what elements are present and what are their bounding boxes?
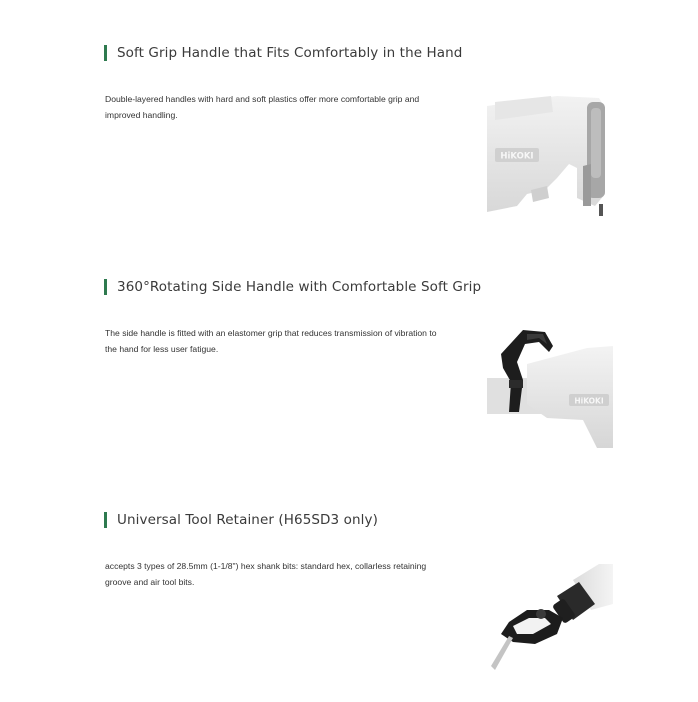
feature-description: accepts 3 types of 28.5mm (1-1/8") hex shank bits: standard hex, collarless retaining groove and air tool bits.	[105, 561, 427, 587]
feature-title: 360°Rotating Side Handle with Comfortable Soft Grip	[117, 279, 482, 295]
tool-retainer-image	[487, 560, 613, 674]
feature-heading	[104, 44, 462, 62]
soft-grip-handle-image	[487, 94, 613, 216]
hikoki-logo-mark: HiKOKI	[574, 396, 604, 406]
feature-heading	[104, 511, 378, 529]
feature-description: The side handle is fitted with an elastomer grip that reduces transmission of vibration to the hand for less user fatigue.	[105, 328, 437, 354]
feature-title: Soft Grip Handle that Fits Comfortably in the Hand	[117, 45, 463, 61]
accent-bar	[104, 512, 107, 528]
side-handle-image	[487, 324, 613, 448]
feature-title: Universal Tool Retainer (H65SD3 only)	[117, 512, 378, 528]
accent-bar	[104, 279, 107, 295]
feature-description: Double-layered handles with hard and soft plastics offer more comfortable grip and improved handling.	[105, 94, 420, 120]
hikoki-logo-mark: HiKOKI	[500, 151, 534, 162]
accent-bar	[104, 45, 107, 61]
feature-heading	[104, 278, 481, 296]
